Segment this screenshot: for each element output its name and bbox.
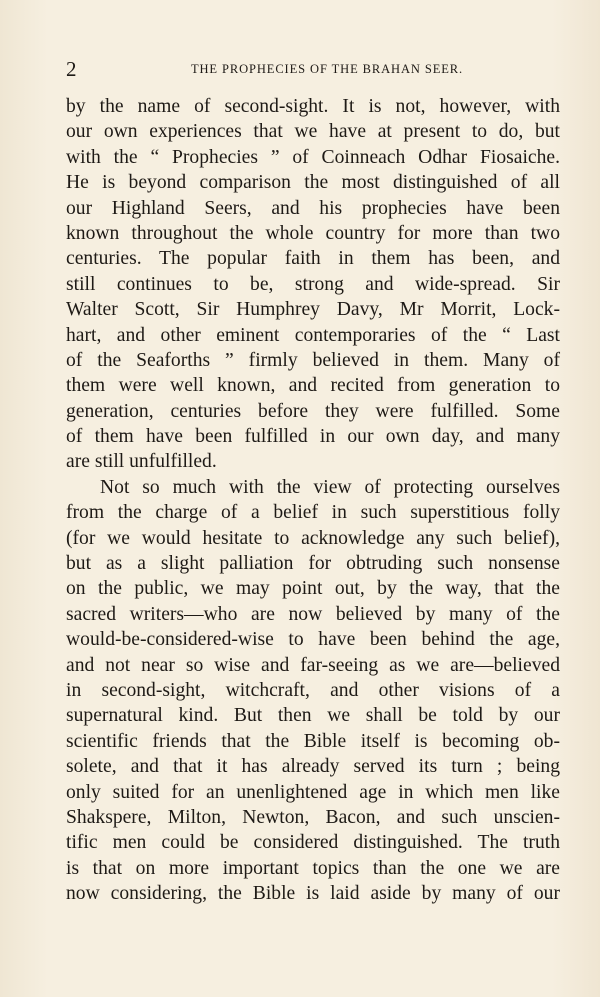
text-line: from the charge of a belief in such superstitious folly — [66, 502, 560, 524]
text-line: sacred writers—who are now believed by many of the — [66, 603, 560, 625]
text-line: in second-sight, witchcraft, and other visions of a — [66, 679, 560, 701]
text-line: centuries. The popular faith in them has been, and — [66, 248, 560, 270]
text-line: known throughout the whole country for more than two — [66, 222, 560, 244]
text-line: Not so much with the view of protecting ourselves — [100, 476, 560, 498]
text-line: would-be-considered-wise to have been behind the age, — [66, 629, 560, 651]
text-line: of the Seaforths ” firmly believed in them. Many of — [66, 349, 560, 371]
text-line: are still unfulfilled. — [66, 451, 217, 473]
text-line: but as a slight palliation for obtruding such nonsense — [66, 553, 560, 575]
running-title: THE PROPHECIES OF THE BRAHAN SEER. — [190, 62, 464, 76]
text-line: our Highland Seers, and his prophecies have been — [66, 197, 560, 219]
text-line: our own experiences that we have at present to do, but — [66, 121, 560, 143]
text-line: He is beyond comparison the most distinguished of all — [66, 172, 560, 194]
text-line: them were well known, and recited from generation to — [66, 375, 560, 397]
text-line: tific men could be considered distinguished. The truth — [66, 832, 560, 854]
text-line: only suited for an unenlightened age in which men like — [66, 781, 560, 803]
text-line: with the “ Prophecies ” of Coinneach Odhar Fiosaiche. — [66, 146, 560, 168]
text-line: by the name of second-sight. It is not, however, with — [66, 96, 560, 117]
text-line: of them have been fulfilled in our own day, and many — [66, 426, 560, 448]
text-line: solete, and that it has already served its turn ; being — [66, 756, 560, 778]
text-line: supernatural kind. But then we shall be told by our — [66, 705, 560, 727]
text-line: generation, centuries before they were fulfilled. Some — [66, 400, 560, 422]
text-line: now considering, the Bible is laid aside by many of our — [66, 883, 560, 905]
paragraph-1 — [66, 94, 560, 475]
text-line: Shakspere, Milton, Newton, Bacon, and such unscien- — [66, 806, 560, 828]
text-line: still continues to be, strong and wide-spread. Sir — [66, 273, 560, 295]
text-line: Walter Scott, Sir Humphrey Davy, Mr Morrit, Lock- — [66, 299, 560, 321]
text-line: hart, and other eminent contemporaries of the “ Last — [66, 324, 560, 346]
text-line: is that on more important topics than the one we are — [66, 857, 560, 879]
text-line: (for we would hesitate to acknowledge any such belief), — [66, 527, 560, 549]
page-header — [66, 57, 560, 81]
text-line: and not near so wise and far-seeing as we are—believed — [66, 654, 560, 676]
text-line: scientific friends that the Bible itself is becoming ob- — [66, 730, 560, 752]
body-text — [66, 94, 560, 907]
text-line: on the public, we may point out, by the way, that the — [66, 578, 560, 600]
paragraph-2 — [66, 475, 560, 907]
page-number: 2 — [66, 57, 77, 81]
